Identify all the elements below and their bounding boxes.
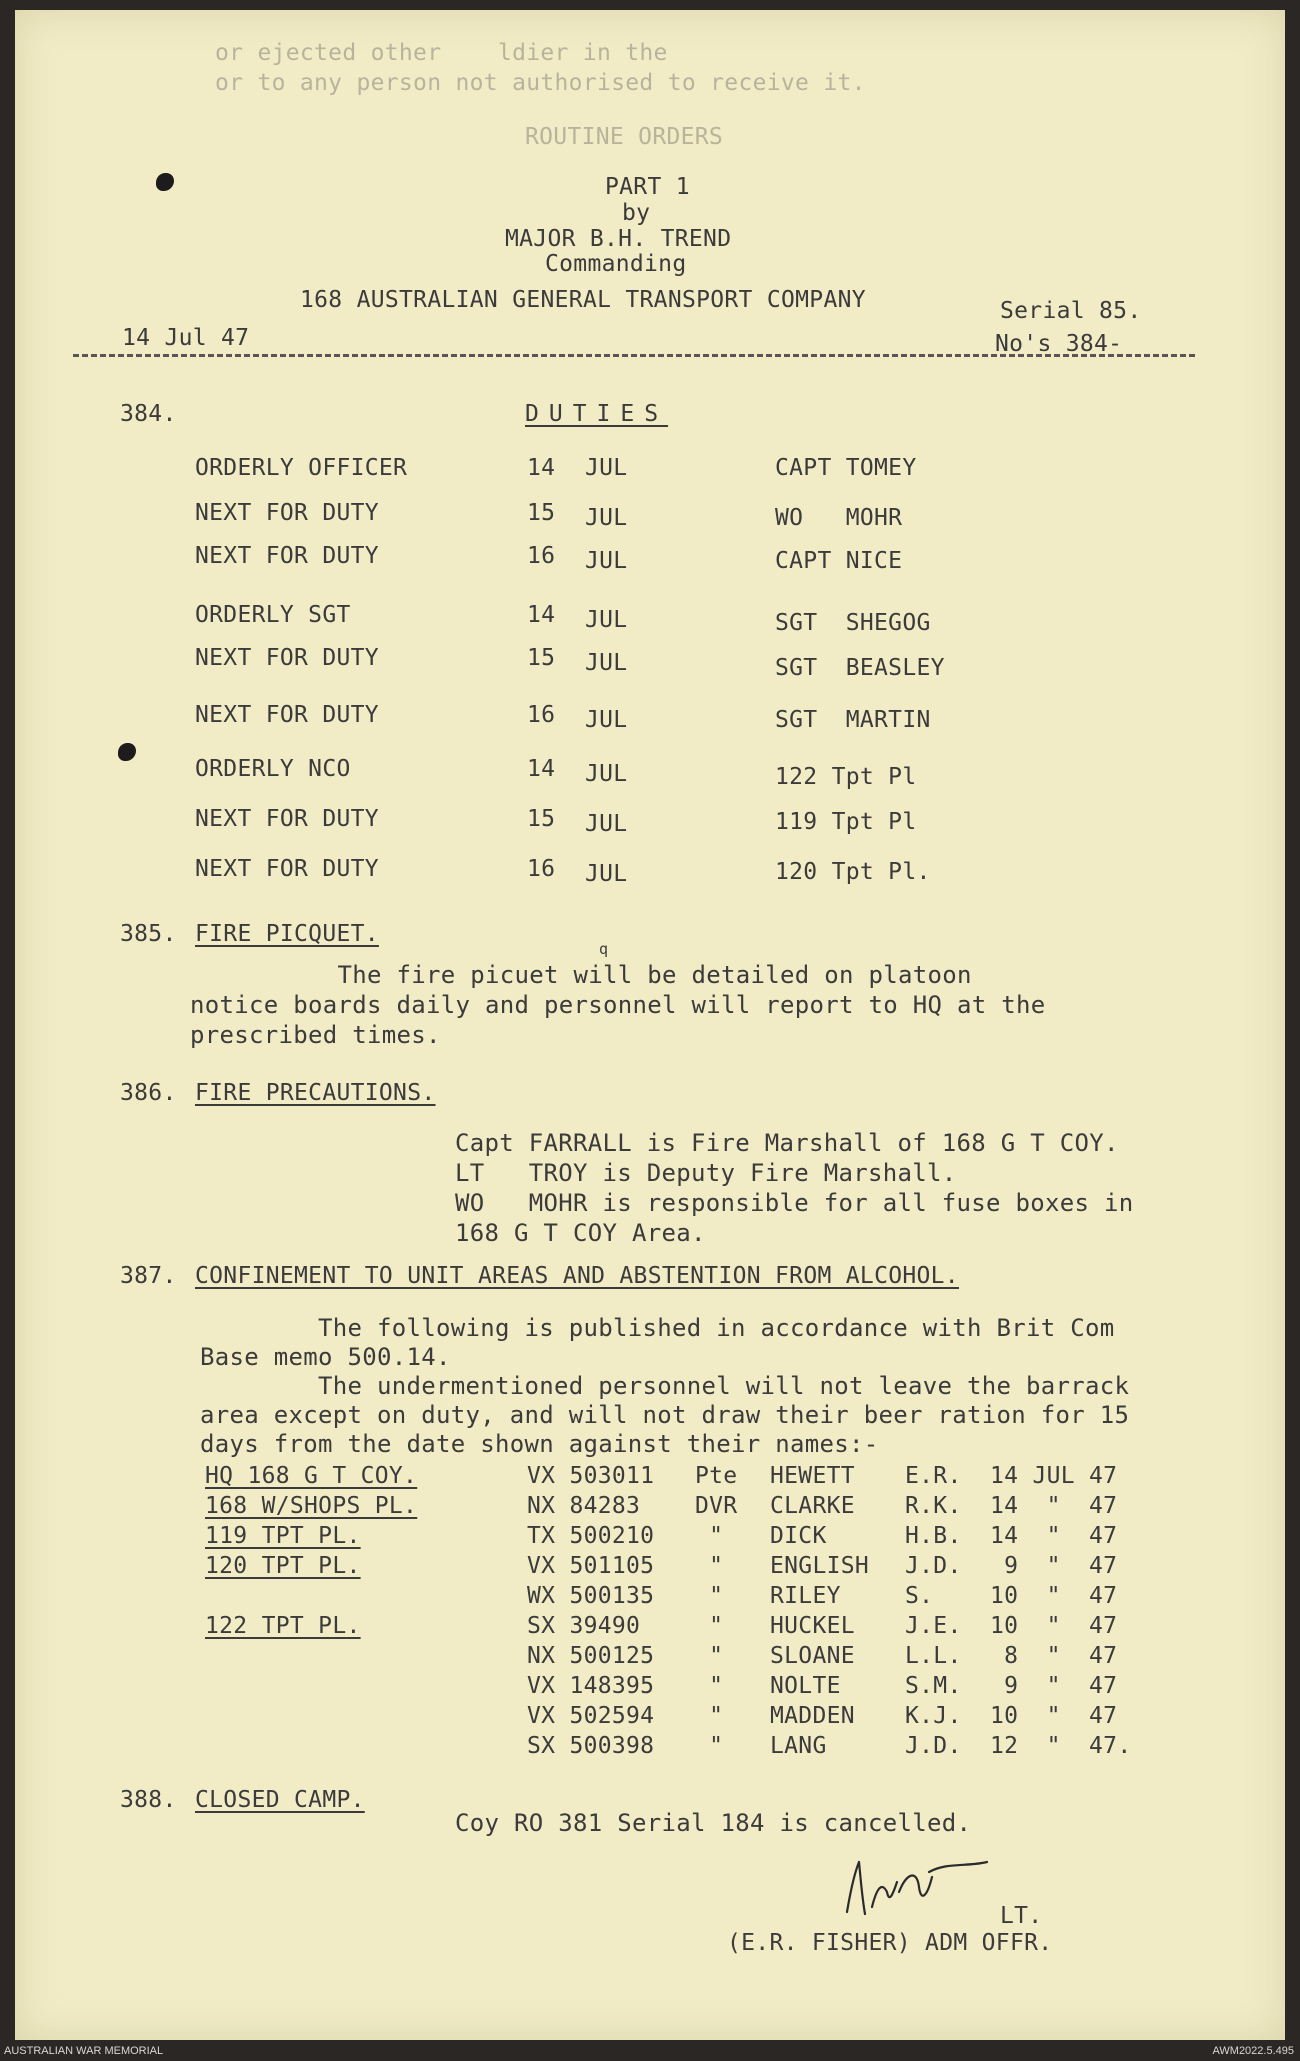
signatory-rank: LT. xyxy=(1000,1903,1043,1929)
commanding-label: Commanding xyxy=(545,251,687,277)
punch-hole-mark xyxy=(118,743,136,761)
duty-role: NEXT FOR DUTY xyxy=(195,543,379,569)
duty-month: JUL xyxy=(585,548,628,574)
duty-role: ORDERLY OFFICER xyxy=(195,455,408,481)
handwritten-correction: q xyxy=(599,940,609,958)
unit-label: HQ 168 G T COY. xyxy=(205,1463,418,1489)
closed-camp-heading: CLOSED CAMP. xyxy=(195,1787,365,1813)
unit-label: 119 TPT PL. xyxy=(205,1523,361,1549)
duty-day: 15 xyxy=(527,645,556,671)
service-number-column: VX 503011 NX 84283 TX 500210 VX 501105 WX 500135 SX 39490 NX 500125 VX 148395 VX 502594 SX 500398 xyxy=(527,1463,655,1759)
duty-month: JUL xyxy=(585,455,628,481)
duty-day: 14 xyxy=(527,756,556,782)
initials-column: E.R. R.K. H.B. J.D. S. J.E. L.L. S.M. K.J. J.D. xyxy=(905,1463,962,1759)
unit-column xyxy=(205,1461,417,1641)
duty-month: JUL xyxy=(585,761,628,787)
confinement-heading: CONFINEMENT TO UNIT AREAS AND ABSTENTION FROM ALCOHOL. xyxy=(195,1263,959,1289)
punch-hole-mark xyxy=(156,173,174,191)
duty-role: ORDERLY NCO xyxy=(195,756,351,782)
duty-role: NEXT FOR DUTY xyxy=(195,856,379,882)
part-label: PART 1 xyxy=(605,174,690,200)
order-numbers: No's 384- xyxy=(995,331,1123,357)
routine-orders-title: ROUTINE ORDERS xyxy=(525,124,724,150)
order-385-number: 385. xyxy=(120,921,177,947)
duty-role: NEXT FOR DUTY xyxy=(195,500,379,526)
duty-month: JUL xyxy=(585,707,628,733)
duty-day: 15 xyxy=(527,500,556,526)
order-384-number: 384. xyxy=(120,401,177,427)
serial-number: Serial 85. xyxy=(1000,298,1142,324)
duty-assignee: SGT BEASLEY xyxy=(775,655,945,681)
unit-label: 122 TPT PL. xyxy=(205,1613,361,1639)
duty-month: JUL xyxy=(585,811,628,837)
fire-picquet-heading: FIRE PICQUET. xyxy=(195,921,379,947)
unit-label: 168 W/SHOPS PL. xyxy=(205,1493,418,1519)
duty-month: JUL xyxy=(585,505,628,531)
document-date: 14 Jul 47 xyxy=(122,325,250,351)
duty-role: NEXT FOR DUTY xyxy=(195,806,379,832)
order-386-number: 386. xyxy=(120,1080,177,1106)
duty-day: 14 xyxy=(527,602,556,628)
duty-day: 15 xyxy=(527,806,556,832)
duty-day: 14 xyxy=(527,455,556,481)
archive-footer xyxy=(0,2041,1300,2061)
archive-reference: AWM2022.5.495 xyxy=(1212,2045,1294,2057)
fire-precautions-text: Capt FARRALL is Fire Marshall of 168 G T COY. LT TROY is Deputy Fire Marshall. WO MOHR is responsible for all fuse boxes in 168 G T COY Area. xyxy=(455,1129,1134,1247)
order-387-number: 387. xyxy=(120,1263,177,1289)
duty-assignee: WO MOHR xyxy=(775,505,903,531)
duties-heading: DUTIES xyxy=(525,401,669,427)
duty-role: ORDERLY SGT xyxy=(195,602,351,628)
duty-assignee: 119 Tpt Pl xyxy=(775,809,917,835)
duty-role: NEXT FOR DUTY xyxy=(195,702,379,728)
fire-precautions-heading: FIRE PRECAUTIONS. xyxy=(195,1080,436,1106)
duty-month: JUL xyxy=(585,861,628,887)
duty-assignee: 120 Tpt Pl. xyxy=(775,859,931,885)
document-page xyxy=(15,10,1285,2040)
confinement-text: The following is published in accordance with Brit Com Base memo 500.14. The undermentioned personnel will not leave the barrack area except on duty, and will not draw their beer ration for 15 days from the date shown against their names:- xyxy=(200,1314,1130,1458)
unit-name: 168 AUSTRALIAN GENERAL TRANSPORT COMPANY xyxy=(300,287,866,313)
signatory-name: (E.R. FISHER) ADM OFFR. xyxy=(727,1930,1053,1956)
header-divider xyxy=(73,354,1195,357)
date-column: 14 JUL 47 14 " 47 14 " 47 9 " 47 10 " 47 10 " 47 8 " 47 9 " 47 10 " 47 12 " 47. xyxy=(990,1463,1132,1759)
order-388-number: 388. xyxy=(120,1787,177,1813)
commander-name: MAJOR B.H. TREND xyxy=(505,226,732,252)
rank-column: Pte DVR " " " " " " " " xyxy=(695,1463,738,1759)
duty-day: 16 xyxy=(527,856,556,882)
by-label: by xyxy=(622,200,651,226)
unit-label: 120 TPT PL. xyxy=(205,1553,361,1579)
duty-assignee: SGT MARTIN xyxy=(775,707,931,733)
handwritten-signature xyxy=(837,1852,997,1922)
duty-assignee: CAPT NICE xyxy=(775,548,903,574)
duty-month: JUL xyxy=(585,607,628,633)
duty-assignee: CAPT TOMEY xyxy=(775,455,917,481)
duty-role: NEXT FOR DUTY xyxy=(195,645,379,671)
closed-camp-text: Coy RO 381 Serial 184 is cancelled. xyxy=(455,1809,972,1837)
header-faint-line-2: or to any person not authorised to receive it. xyxy=(215,70,866,96)
duty-day: 16 xyxy=(527,543,556,569)
duty-assignee: SGT SHEGOG xyxy=(775,610,931,636)
fire-picquet-text: The fire picuet will be detailed on platoon notice boards daily and personnel will report to HQ at the prescribed times. xyxy=(190,961,1046,1049)
duty-month: JUL xyxy=(585,650,628,676)
surname-column: HEWETT CLARKE DICK ENGLISH RILEY HUCKEL SLOANE NOLTE MADDEN LANG xyxy=(770,1463,870,1759)
duty-assignee: 122 Tpt Pl xyxy=(775,764,917,790)
header-faint-line-1: or ejected other ldier in the xyxy=(215,40,725,66)
duty-day: 16 xyxy=(527,702,556,728)
archive-name: AUSTRALIAN WAR MEMORIAL xyxy=(4,2045,164,2057)
